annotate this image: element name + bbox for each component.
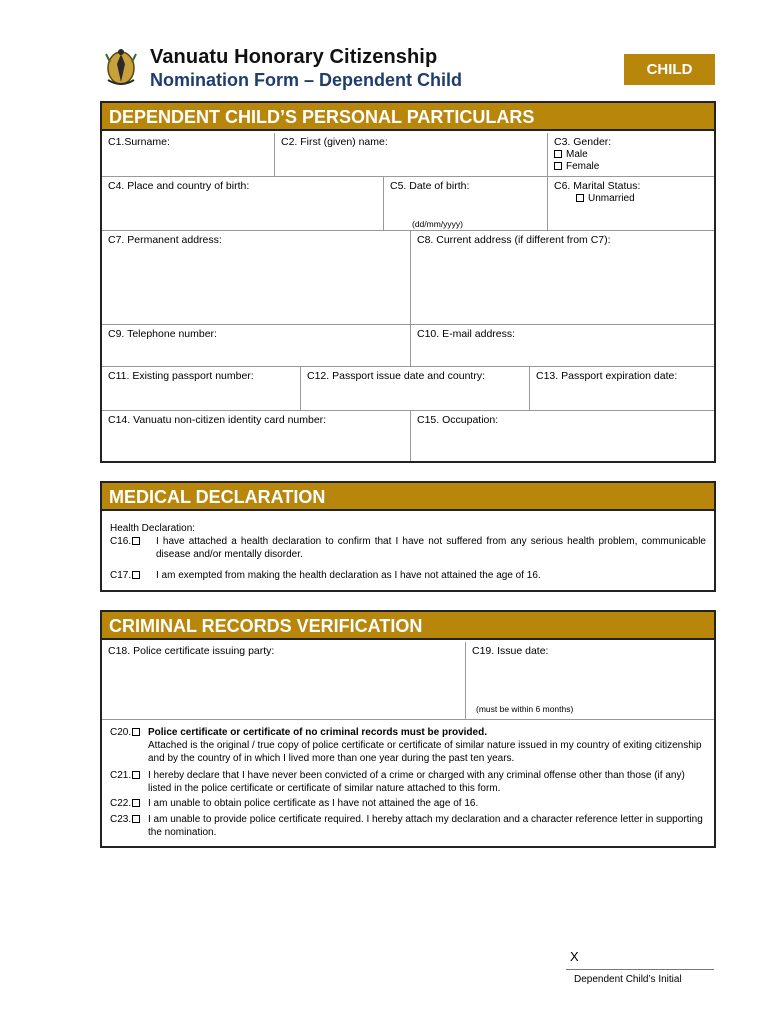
certificate-issuer-field[interactable] [102,642,466,720]
checkbox-icon[interactable] [132,771,140,779]
section-heading: CRIMINAL RECORDS VERIFICATION [102,612,714,640]
field-label: C11. Existing passport number: [108,370,254,382]
marital-status-field [548,177,714,231]
field-label: C8. Current address (if different from C7): [417,234,611,246]
passport-issue-field[interactable] [301,367,530,411]
c22-item[interactable]: C22. I am unable to obtain police certificate as I have not attained the age of 16. [110,798,479,809]
marital-unmarried-option[interactable]: Unmarried [554,193,708,204]
c16-item[interactable]: C16. I have attached a health declaration to confirm that I have not suffered from any serious health problem, communicable disease and/or mentally disorder. [110,536,706,560]
field-label: C7. Permanent address: [108,234,222,246]
dob-field[interactable] [384,177,548,231]
c20-item[interactable]: C20. Police certificate or certificate of no criminal records must be provided. Attached is the original / true copy of police certificate or certificate of similar nature issued in my country of exiting citizenship and by the country of in which I lived more than one year during the past ten years. [110,727,702,764]
field-label: C4. Place and country of birth: [108,180,250,192]
passport-number-field[interactable] [102,367,301,411]
field-label: C10. E-mail address: [417,328,516,340]
field-label: C15. Occupation: [417,414,499,426]
birthplace-field[interactable] [102,177,384,231]
occupation-field[interactable] [411,411,714,461]
initial-label: Dependent Child’s Initial [574,974,682,985]
checkbox-icon[interactable] [132,815,140,823]
field-label: C2. First (given) name: [281,136,388,148]
field-label: C6. Marital Status: [554,180,641,192]
field-label: C1.Surname: [108,136,170,148]
field-label: C14. Vanuatu non-citizen identity card number: [108,414,327,426]
checkbox-icon[interactable] [132,728,140,736]
telephone-field[interactable] [102,325,411,367]
field-label: C5. Date of birth: [390,180,470,192]
field-label: C3. Gender: [554,136,612,148]
checkbox-icon[interactable] [132,537,140,545]
checkbox-icon[interactable] [132,799,140,807]
permanent-address-field[interactable] [102,231,411,325]
field-label: C13. Passport expiration date: [536,370,678,382]
form-title: Vanuatu Honorary Citizenship [150,46,438,68]
initial-mark: X [570,949,579,964]
checkbox-icon[interactable] [554,150,562,158]
certificate-issue-date-field[interactable] [466,642,714,720]
child-badge: CHILD [624,54,715,85]
current-address-field[interactable] [411,231,714,325]
c23-item[interactable]: C23. I am unable to provide police certificate required. I hereby attach my declaration and a character reference letter in supporting the nomination. [110,814,703,838]
gender-female-option[interactable]: Female [554,161,708,172]
checkbox-icon[interactable] [554,162,562,170]
section-heading: DEPENDENT CHILD’S PERSONAL PARTICULARS [102,103,714,131]
medical-declaration-section [100,481,716,592]
c20-text: Attached is the original / true copy of police certificate or certificate of similar nature issued in my country of exiting citizenship and by the country of in which I lived more than one year during the past ten years. [148,740,702,764]
checkbox-icon[interactable] [576,194,584,202]
c20-requirement: Police certificate or certificate of no criminal records must be provided. [148,727,487,738]
passport-expiry-field[interactable] [530,367,714,411]
health-declaration-intro: Health Declaration: [110,523,196,534]
criminal-records-section [100,610,716,848]
section-heading: MEDICAL DECLARATION [102,483,714,511]
field-label: C18. Police certificate issuing party: [108,645,275,657]
field-label: C19. Issue date: [472,645,549,657]
form-header [100,40,720,100]
personal-particulars-section [100,101,716,463]
issue-date-hint: (must be within 6 months) [476,704,574,714]
form-subtitle: Nomination Form – Dependent Child [150,70,463,90]
c17-item[interactable]: C17. I am exempted from making the health declaration as I have not attained the age of 16. [110,570,541,581]
field-label: C9. Telephone number: [108,328,217,340]
field-label: C12. Passport issue date and country: [307,370,486,382]
checkbox-icon[interactable] [132,571,140,579]
gender-male-option[interactable]: Male [554,149,708,160]
gender-field [548,133,714,177]
id-card-field[interactable] [102,411,411,461]
first-name-field[interactable] [275,133,548,177]
coat-of-arms-icon [100,44,142,90]
email-field[interactable] [411,325,714,367]
c21-item[interactable]: C21. I hereby declare that I have never been convicted of a crime or charged with any criminal offense other than those (if any) listed in the police certificate or certificate of similar nature attached to this form. [110,770,685,794]
dob-format-hint: (dd/mm/yyyy) [412,219,463,229]
surname-field[interactable] [102,133,275,177]
initial-signature-line[interactable] [566,969,714,970]
